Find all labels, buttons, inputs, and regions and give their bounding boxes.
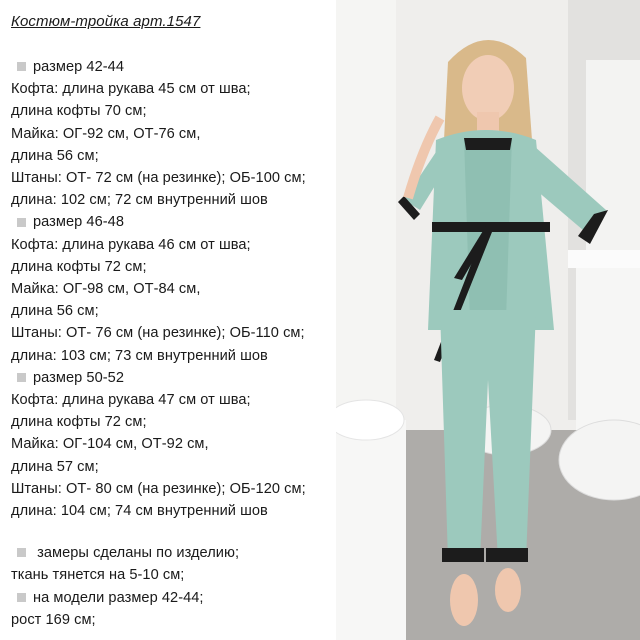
size-detail-line [11, 302, 99, 320]
line-text: длина 56 см; [11, 303, 99, 320]
size-detail-line [11, 258, 147, 276]
size-detail-line [11, 80, 251, 98]
line-text: Штаны: ОТ- 80 см (на резинке); ОБ-120 см; [11, 480, 306, 497]
camisole-lace [464, 138, 512, 150]
line-text: Майка: ОГ-92 см, ОТ-76 см, [11, 125, 201, 142]
size-detail-line [11, 502, 268, 520]
product-photo [336, 0, 640, 640]
line-text: Майка: ОГ-104 см, ОТ-92 см, [11, 436, 209, 453]
line-text: длина 57 см; [11, 458, 99, 475]
bullet-square-icon [17, 373, 26, 382]
model-photo-illustration [336, 0, 640, 640]
size-detail-line [11, 125, 200, 143]
line-text: Штаны: ОТ- 72 см (на резинке); ОБ-100 см; [11, 170, 306, 186]
bed [336, 420, 406, 640]
bullet-square-icon [17, 548, 26, 557]
size-detail-line [11, 480, 306, 498]
line-text: рост 169 см; [11, 611, 96, 628]
line-text: размер 50-52 [33, 369, 125, 386]
size-detail-line [11, 280, 200, 298]
pillow [336, 400, 404, 440]
size-heading [11, 213, 124, 231]
size-detail-line [11, 102, 147, 120]
line-text: Кофта: длина рукава 45 см от шва; [11, 81, 251, 98]
left-foot [450, 574, 478, 626]
size-heading [11, 544, 239, 562]
size-detail-line [11, 413, 147, 431]
size-detail-line [11, 391, 251, 409]
line-text: длина кофты 72 см; [11, 258, 147, 275]
size-detail-line [11, 147, 99, 165]
size-detail-line [11, 458, 99, 476]
belt [432, 222, 550, 232]
size-detail-line [11, 611, 96, 629]
trouser-lace-right [486, 548, 528, 562]
trouser-lace-left [442, 548, 484, 562]
size-detail-line [11, 169, 306, 187]
right-foot [495, 568, 521, 612]
size-detail-line [11, 435, 209, 453]
line-text: замеры сделаны по изделию; [33, 545, 240, 562]
line-text: на модели размер 42-44; [33, 589, 204, 606]
line-text: размер 42-44 [33, 59, 125, 75]
bullet-square-icon [17, 62, 26, 71]
line-text: длина кофты 70 см; [11, 103, 147, 120]
bullet-square-icon [17, 593, 26, 602]
line-text: размер 46-48 [33, 214, 125, 231]
size-detail-line [11, 566, 184, 584]
size-heading [11, 589, 204, 607]
size-heading [11, 369, 124, 387]
line-text: Кофта: длина рукава 46 см от шва; [11, 236, 251, 253]
line-text: ткань тянется на 5-10 см; [11, 567, 185, 584]
face [462, 55, 514, 121]
line-text: Кофта: длина рукава 47 см от шва; [11, 392, 251, 408]
column-cap [568, 250, 640, 268]
bullet-square-icon [17, 218, 26, 227]
line-text: длина: 103 см; 73 см внутренний шов [11, 347, 268, 364]
size-heading [11, 58, 124, 76]
size-detail-line [11, 191, 268, 209]
line-text: длина: 104 см; 74 см внутренний шов [11, 503, 268, 519]
size-detail-line [11, 236, 251, 254]
size-detail-line [11, 324, 305, 342]
line-text: длина 56 см; [11, 147, 99, 164]
line-text: длина: 102 см; 72 см внутренний шов [11, 192, 268, 209]
product-title: Костюм-тройка арт.1547 [11, 13, 201, 30]
line-text: Майка: ОГ-98 см, ОТ-84 см, [11, 281, 201, 297]
line-text: Штаны: ОТ- 76 см (на резинке); ОБ-110 см; [11, 325, 305, 342]
line-text: длина кофты 72 см; [11, 414, 147, 431]
size-detail-line [11, 347, 268, 365]
column [576, 250, 640, 430]
